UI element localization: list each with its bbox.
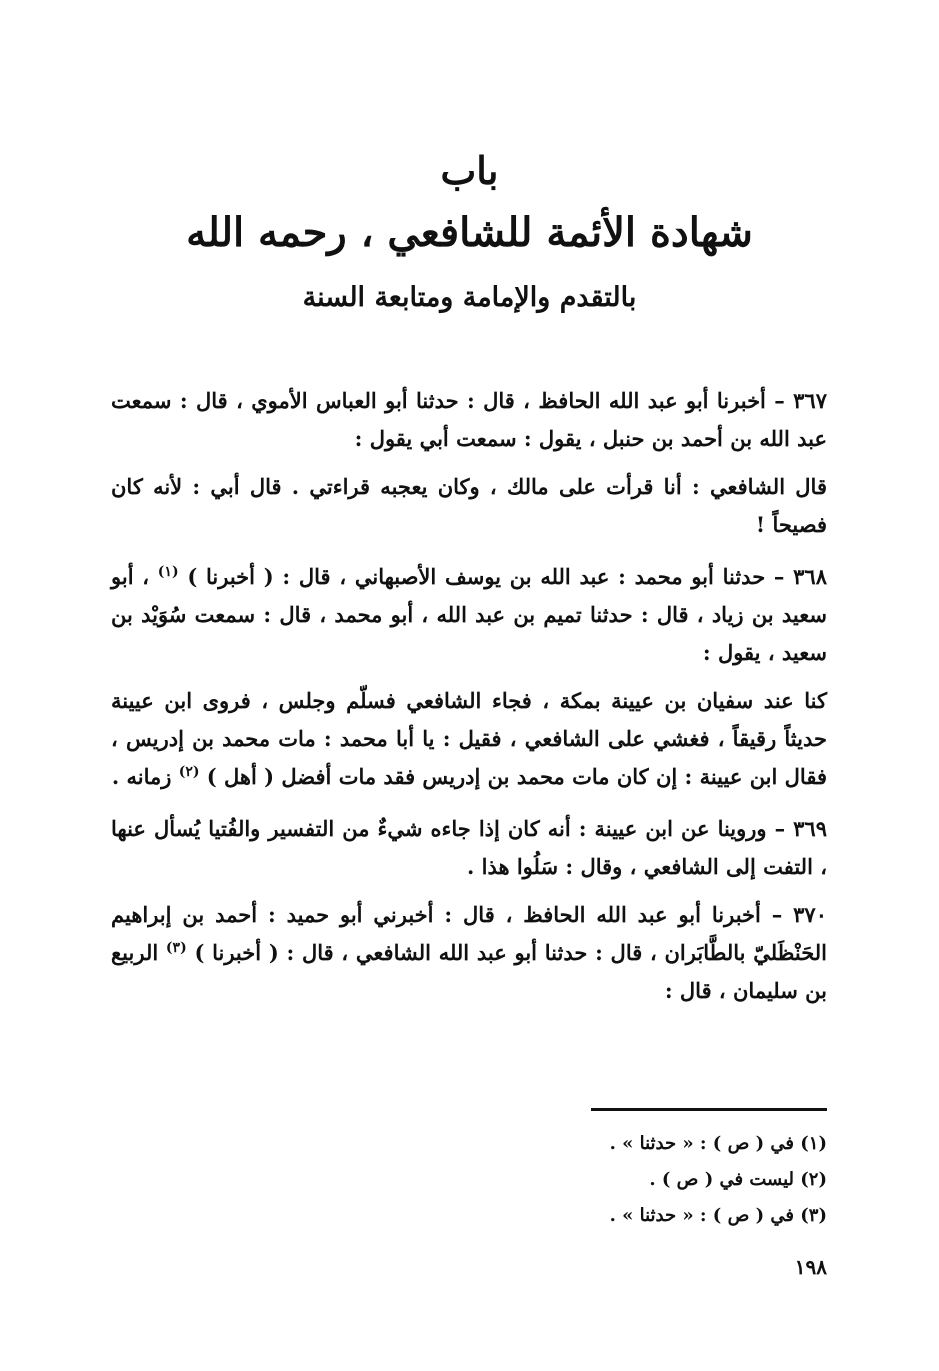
footnotes (111, 1126, 827, 1234)
page-number: ١٩٨ (794, 1255, 827, 1279)
chapter-title: شهادة الأئمة للشافعي ، رحمه الله (186, 209, 753, 256)
main-text (111, 382, 827, 1020)
footnote-3: (٣) في ( ص ) : « حدثنا » . (609, 1205, 827, 1226)
footnote-1: (١) في ( ص ) : « حدثنا » . (609, 1133, 827, 1154)
paragraph-367: ٣٦٧ – أخبرنا أبو عبد الله الحافظ ، قال : حدثنا أبو العباس الأموي ، قال : سمعت عبد الله بن أحمد بن حنبل ، يقول : سمعت أبي يقول : (111, 388, 827, 451)
paragraph-370 (111, 896, 827, 1010)
paragraph-ibn-uyaynah-story (111, 682, 827, 796)
paragraph-shafii-quote: قال الشافعي : أنا قرأت على مالك ، وكان يعجبه قراءتي . قال أبي : لأنه كان فصيحاً ! (111, 474, 827, 537)
chapter-subtitle: بالتقدم والإمامة ومتابعة السنة (302, 282, 637, 313)
footnote-ref-3: (٣) (165, 940, 187, 956)
paragraph-368-part-1: ٣٦٨ – حدثنا أبو محمد : عبد الله بن يوسف الأصبهاني ، قال : ( أخبرنا ) (187, 564, 827, 589)
footnote-ref-2: (٢) (178, 764, 200, 780)
footnote-ref-1: (١) (157, 564, 179, 580)
story-part-2: زمانه . (111, 764, 172, 789)
story-part-1: كنا عند سفيان بن عيينة بمكة ، فجاء الشافعي فسلّم وجلس ، فروى ابن عيينة حديثاً رقيقاً ، فغشي على الشافعي ، فقيل : يا أبا محمد : مات محمد بن إدريس ، فقال ابن عيينة : إن كان مات محمد بن إدريس فقد مات أفضل ( أهل ) (111, 688, 827, 789)
paragraph-370-part-1: ٣٧٠ – أخبرنا أبو عبد الله الحافظ ، قال : أخبرني أبو حميد : أحمد بن إبراهيم الحَنْظَليّ بالطَّابَران ، قال : حدثنا أبو عبد الله الشافعي ، قال : ( أخبرنا ) (111, 902, 827, 965)
footnote-2: (٢) ليست في ( ص ) . (649, 1169, 827, 1190)
paragraph-369: ٣٦٩ – وروينا عن ابن عيينة : أنه كان إذا جاءه شيءٌ من التفسير والفُتيا يُسأل عنها ، التفت إلى الشافعي ، وقال : سَلُوا هذا . (111, 816, 827, 879)
footnote-divider (591, 1108, 827, 1111)
paragraph-368-part-2: ، أبو سعيد بن زياد ، قال : حدثنا تميم بن عبد الله ، أبو محمد ، قال : سمعت سُوَيْد بن سعيد ، يقول : (111, 564, 827, 665)
paragraph-370-part-2: الربيع بن سليمان ، قال : (111, 940, 827, 1003)
paragraph-368 (111, 558, 827, 672)
chapter-label: باب (440, 148, 499, 193)
